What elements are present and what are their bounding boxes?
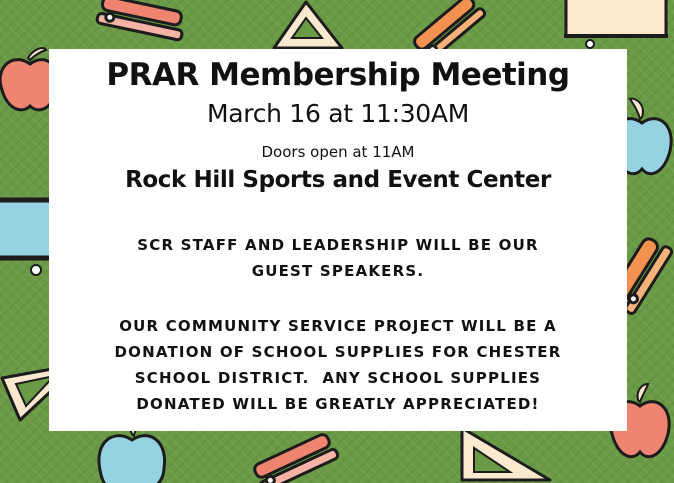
triangle-ruler-icon <box>458 424 554 483</box>
service-line: DONATION OF SCHOOL SUPPLIES FOR CHESTER <box>114 343 562 361</box>
stapler-icon <box>250 432 340 483</box>
whiteboard-icon <box>560 0 674 52</box>
announcement-card <box>49 49 627 431</box>
venue-name: Rock Hill Sports and Event Center <box>125 167 551 193</box>
service-line: OUR COMMUNITY SERVICE PROJECT WILL BE A <box>119 317 557 335</box>
speakers-line: GUEST SPEAKERS. <box>251 262 425 280</box>
triangle-ruler-icon <box>268 0 348 52</box>
doors-open-time: Doors open at 11AM <box>261 143 415 161</box>
page-title: PRAR Membership Meeting <box>106 57 570 93</box>
meeting-datetime: March 16 at 11:30AM <box>206 99 469 128</box>
service-line: SCHOOL DISTRICT. ANY SCHOOL SUPPLIES <box>134 369 542 387</box>
speakers-line: SCR STAFF AND LEADERSHIP WILL BE OUR <box>137 236 539 254</box>
guest-speakers-note <box>49 232 627 284</box>
community-service-note <box>49 313 627 417</box>
stapler-icon <box>92 0 192 42</box>
service-line: DONATED WILL BE GREATLY APPRECIATED! <box>136 395 540 413</box>
